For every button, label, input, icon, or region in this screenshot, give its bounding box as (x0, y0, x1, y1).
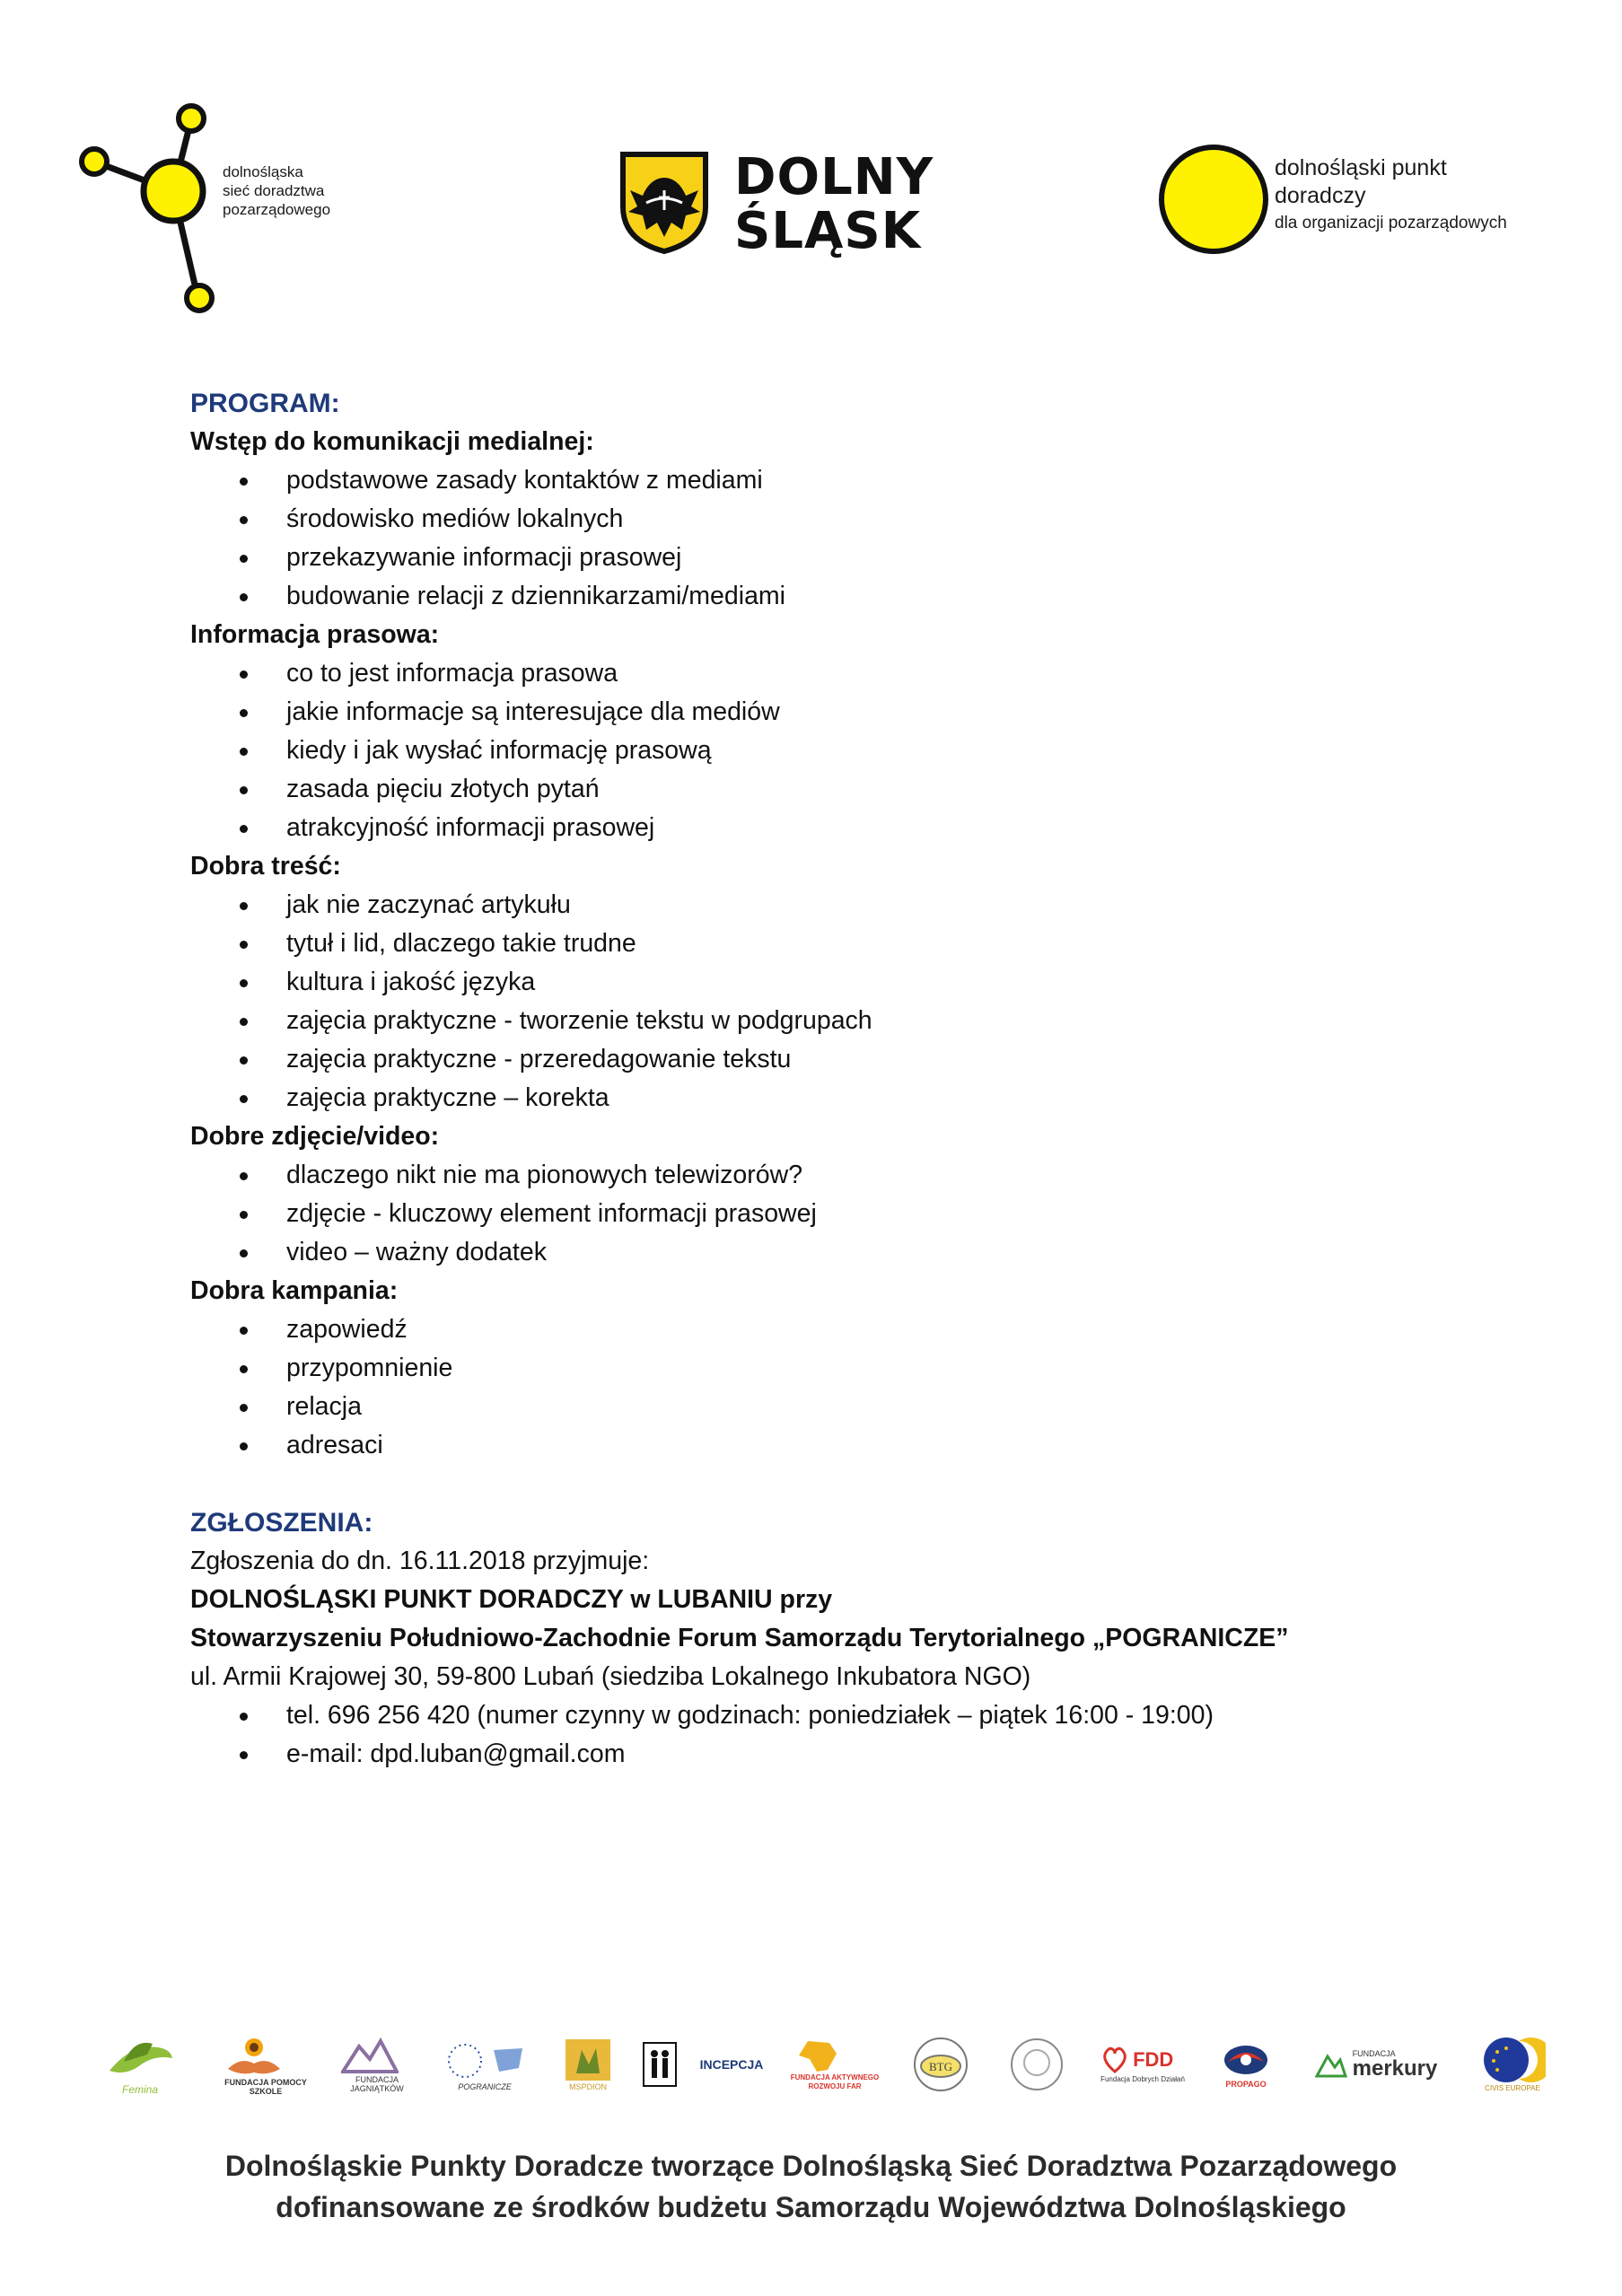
list-item: przypomnienie (190, 1349, 1447, 1388)
contact-email[interactable]: e-mail: dpd.luban@gmail.com (190, 1735, 1447, 1774)
mspdion-square-icon (564, 2037, 612, 2082)
list-item: jakie informacje są interesujące dla mediów (190, 693, 1447, 732)
document-body (190, 384, 1447, 1774)
list-item: środowisko mediów lokalnych (190, 500, 1447, 539)
list-item: co to jest informacja prasowa (190, 654, 1447, 693)
two-figures-icon (642, 2041, 678, 2088)
jagniatkow-logo (341, 2024, 413, 2105)
mspdion-logo (557, 2024, 619, 2105)
figures-logo (637, 2024, 682, 2105)
list-item: budowanie relacji z dziennikarzami/mediami (190, 577, 1447, 616)
list-item: przekazywanie informacji prasowej (190, 539, 1447, 577)
eagle-coat-of-arms-icon (619, 151, 709, 255)
contact-phone: tel. 696 256 420 (numer czynny w godzinach: poniedziałek – piątek 16:00 - 19:00) (190, 1696, 1447, 1735)
pomoc-szkole-logo (223, 2024, 309, 2105)
partner-logos-row (99, 2024, 1553, 2105)
footer-line: Dolnośląskie Punkty Doradcze tworzące Dolnośląską Sieć Doradztwa Pozarządowego (224, 2150, 1398, 2182)
femina-hat-icon (104, 2035, 176, 2085)
registration-org-full: Stowarzyszeniu Południowo-Zachodnie Forum Samorządu Terytorialnego „POGRANICZE” (190, 1624, 1289, 1652)
section-title: Dobre zdjęcie/video: (190, 1122, 440, 1151)
list-item: adresaci (190, 1426, 1447, 1465)
cives-label: CIVIS EUROPAE (1485, 2084, 1540, 2092)
list-item: zajęcia praktyczne - przeredagowanie tekstu (190, 1040, 1447, 1079)
far-logo (790, 2024, 880, 2105)
registration-address: ul. Armii Krajowej 30, 59-800 Lubań (siedziba Lokalnego Inkubatora NGO) (190, 1662, 1031, 1691)
jagniatkow-label: FUNDACJA JAGNIĄTKÓW (350, 2075, 404, 2093)
fdd-sublabel: Fundacja Dobrych Działań (1100, 2075, 1185, 2083)
registration-org: DOLNOŚLĄSKI PUNKT DORADCZY w LUBANIU przy (190, 1585, 833, 1614)
section-title: Informacja prasowa: (190, 620, 440, 649)
footer-line: dofinansowane ze środków budżetu Samorządu Województwa Dolnośląskiego (276, 2191, 1346, 2223)
registration-heading: ZGŁOSZENIA: (190, 1508, 373, 1538)
list-item: kultura i jakość języka (190, 963, 1447, 1002)
propago-label: PROPAGO (1225, 2080, 1267, 2089)
btg-logo (900, 2024, 981, 2105)
pomoc-szkole-label: FUNDACJA POMOCY SZKOLE (224, 2078, 307, 2096)
incepcja-label: INCEPCJA (699, 2057, 764, 2072)
btg-seal-icon (905, 2036, 977, 2093)
btg-label: BTG (929, 2060, 952, 2073)
network-logo-line: sieć doradztwa (223, 182, 325, 199)
list-item: zajęcia praktyczne – korekta (190, 1079, 1447, 1117)
pogranicze-logo (435, 2024, 534, 2105)
femina-label: Femina (121, 2083, 158, 2096)
incepcja-logo (691, 2024, 772, 2105)
mspdion-label: MSPDION (568, 2082, 607, 2091)
logo-word: DOLNY (734, 148, 934, 206)
merkury-prefix: FUNDACJA (1352, 2049, 1396, 2058)
fdd-logo (1093, 2024, 1192, 2105)
list-item: podstawowe zasady kontaktów z mediami (190, 461, 1447, 500)
logo-word: ŚLĄSK (734, 202, 922, 260)
list-item: zdjęcie - kluczowy element informacji prasowej (190, 1195, 1447, 1233)
cives-europae-icon (1479, 2036, 1546, 2084)
section-title: Dobra treść: (190, 852, 341, 881)
list-item: tytuł i lid, dlaczego takie trudne (190, 925, 1447, 963)
round-seal-logo (1001, 2024, 1073, 2105)
funding-footer (0, 2145, 1622, 2228)
list-item: jak nie zaczynać artykułu (190, 886, 1447, 925)
pogranicze-label: POGRANICZE (458, 2082, 512, 2091)
punkt-logo-line: doradczy (1275, 183, 1366, 208)
punkt-doradczy-logo (1158, 144, 1544, 260)
section-title: Wstęp do komunikacji medialnej: (190, 427, 594, 456)
cives-europae-logo (1472, 2024, 1553, 2105)
fdd-label: FDD (1133, 2048, 1174, 2071)
list-item: dlaczego nikt nie ma pionowych telewizorów? (190, 1156, 1447, 1195)
far-africa-icon (790, 2037, 844, 2073)
section-title: Dobra kampania: (190, 1276, 399, 1305)
list-item: atrakcyjność informacji prasowej (190, 809, 1447, 847)
merkury-mountain-icon (1315, 2051, 1347, 2078)
fdd-heart-icon (1100, 2045, 1129, 2075)
stars-map-icon (440, 2037, 530, 2082)
merkury-logo (1300, 2024, 1452, 2105)
list-item: kiedy i jak wysłać informację prasową (190, 732, 1447, 770)
list-item: video – ważny dodatek (190, 1233, 1447, 1272)
list-item: zasada pięciu złotych pytań (190, 770, 1447, 809)
program-heading: PROGRAM: (190, 389, 340, 418)
propago-eye-icon (1219, 2040, 1273, 2080)
propago-logo (1210, 2024, 1282, 2105)
merkury-label: merkury (1352, 2056, 1438, 2081)
registration-intro: Zgłoszenia do dn. 16.11.2018 przyjmuje: (190, 1547, 650, 1575)
list-item: zajęcia praktyczne - tworzenie tekstu w podgrupach (190, 1002, 1447, 1040)
network-logo-line: pozarządowego (223, 201, 331, 218)
dolny-slask-logo (619, 148, 943, 260)
mountains-icon (341, 2036, 399, 2075)
list-item: zapowiedź (190, 1310, 1447, 1349)
network-logo-line: dolnośląska (223, 163, 303, 180)
round-seal-icon (1008, 2036, 1065, 2093)
femina-logo (99, 2024, 181, 2105)
yellow-circle-icon (1158, 144, 1269, 255)
list-item: relacja (190, 1388, 1447, 1426)
punkt-logo-line: dolnośląski punkt (1275, 155, 1447, 180)
punkt-logo-subline: dla organizacji pozarządowych (1275, 214, 1507, 232)
network-logo (72, 97, 368, 321)
far-label: FUNDACJA AKTYWNEGO ROZWOJU FAR (790, 2073, 880, 2090)
sunflower-hands-icon (223, 2033, 285, 2078)
